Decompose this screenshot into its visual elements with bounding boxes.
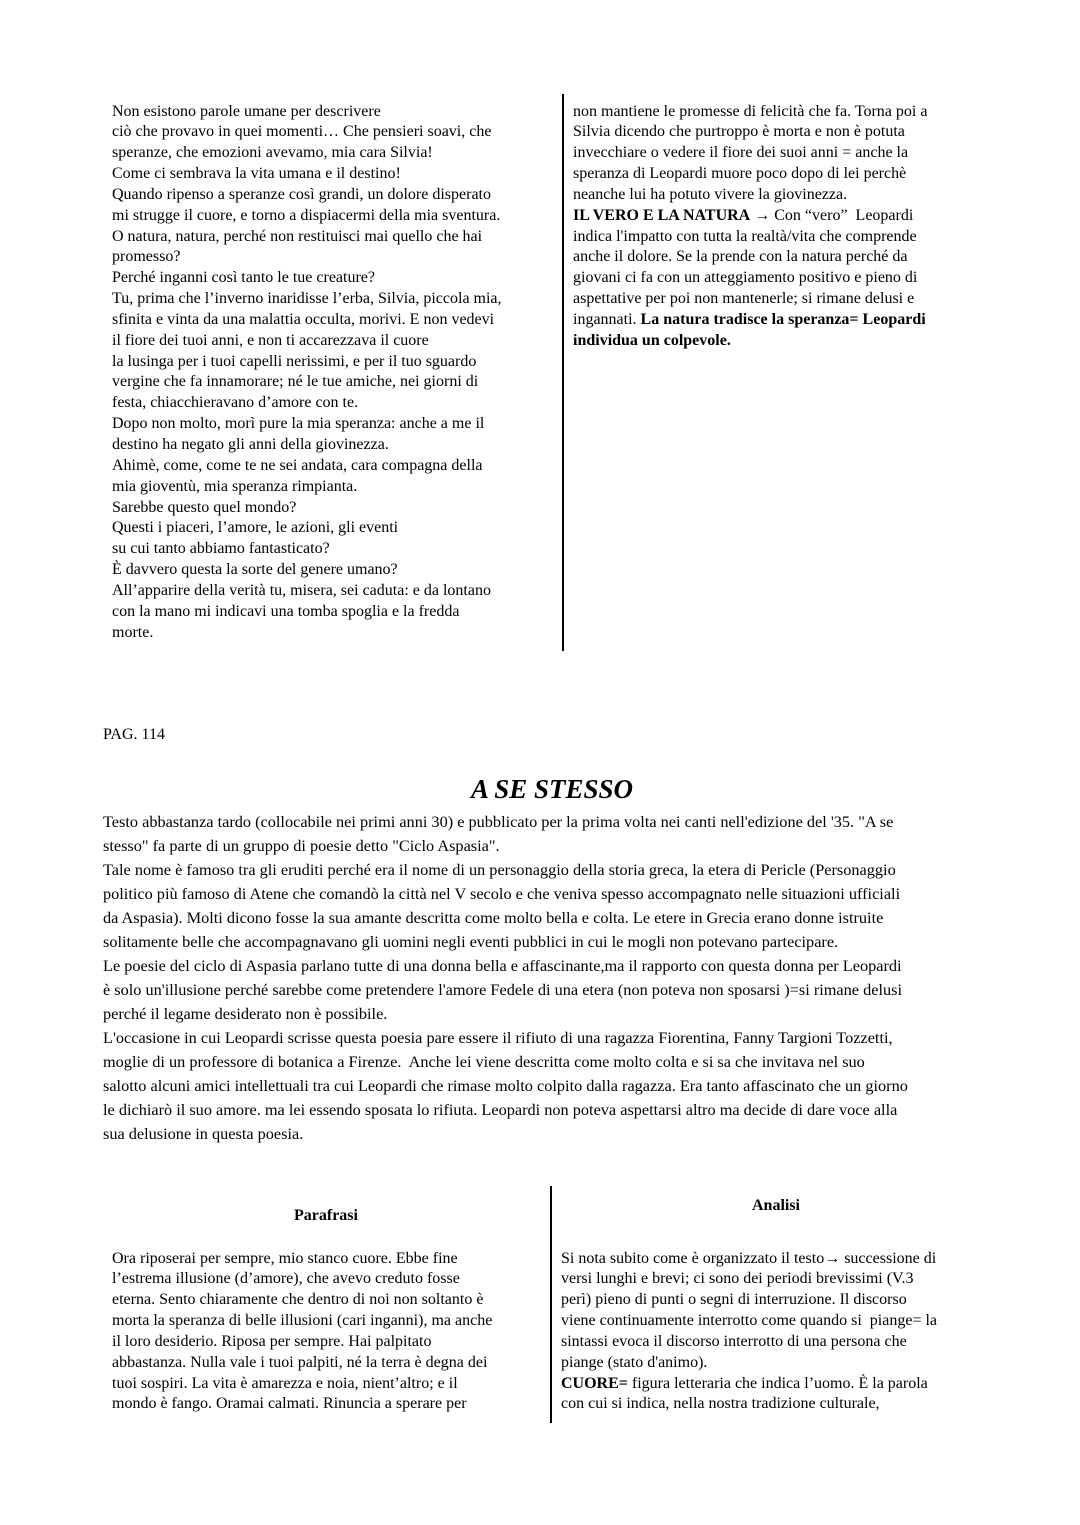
- text-line: morte.: [112, 623, 154, 641]
- text-line: destino ha negato gli anni della giovinezza.: [112, 436, 389, 453]
- text-line: Tale nome è famoso tra gli eruditi perché era il nome di un personaggio della storia greca, la etera di Pericle (Personaggio: [103, 860, 896, 879]
- text-line: Silvia dicendo che purtroppo è morta e non è potuta: [573, 123, 905, 141]
- text-line: vergine che fa innamorare; né le tue amiche, nei giorni di: [112, 373, 479, 391]
- text-line: le dichiarò il suo amore. ma lei essendo sposata lo rifiuta. Leopardi non poteva aspettarsi altro ma decide di dare voce alla: [103, 1100, 898, 1119]
- text-line: sintassi evoca il discorso interrotto di una persona che: [561, 1332, 907, 1350]
- text-line: politico più famoso di Atene che comandò la città nel V secolo e che veniva spesso accompagnato nelle situazioni ufficiali: [103, 884, 901, 903]
- text-line: il loro desiderio. Riposa per sempre. Hai palpitato: [112, 1332, 432, 1350]
- intro-paragraph: [103, 810, 908, 1146]
- text-line: neanche lui ha potuto vivere la giovinezza.: [573, 185, 848, 203]
- text-line: O natura, natura, perché non restituisci mai quello che hai: [112, 227, 483, 245]
- text-line: da Aspasia). Molti dicono fosse la sua amante descritta come molto bella e colta. Le etere in Grecia erano donne istruite: [103, 908, 884, 927]
- text-line: giovani ci fa con un atteggiamento positivo e pieno di: [573, 269, 918, 287]
- text-line: Tu, prima che l’inverno inaridisse l’erba, Silvia, piccola mia,: [112, 290, 502, 308]
- analysis-heading: Analisi: [751, 1197, 800, 1214]
- text-line: Ahimè, come, come te ne sei andata, cara compagna della: [112, 456, 483, 474]
- text-line: morta la speranza di belle illusioni (cari inganni), ma anche: [112, 1312, 493, 1330]
- text-line: [561, 1374, 937, 1395]
- text-line: Testo abbastanza tardo (collocabile nei primi anni 30) e pubblicato per la prima volta nei canti nell'edizione del '35. "A se: [103, 812, 894, 831]
- page-number-label: PAG. 114: [103, 726, 165, 743]
- text-segment: figura letteraria che indica l’uomo. È la parola: [627, 1374, 928, 1392]
- text-line: sfinita e vinta da una malattia occulta, morivi. E non vedevi: [112, 310, 495, 328]
- text-line: Le poesie del ciclo di Aspasia parlano tutte di una donna bella e affascinante,ma il rapporto con questa donna per Leopardi: [103, 956, 902, 975]
- text-line: Dopo non molto, morì pure la mia speranza: anche a me il: [112, 415, 485, 433]
- text-line: Sarebbe questo quel mondo?: [112, 498, 297, 516]
- text-line: moglie di un professore di botanica a Firenze. Anche lei viene descritta come molto colta e si sa che invitava nel suo: [103, 1052, 865, 1071]
- text-line: ciò che provavo in quei momenti… Che pensieri soavi, che: [112, 123, 492, 141]
- text-line: salotto alcuni amici intellettuali tra cui Leopardi che rimase molto colpito dalla ragazza. Era tanto affascinato che un giorno: [103, 1076, 908, 1095]
- text-line: All’apparire della verità tu, misera, sei caduta: e da lontano: [112, 581, 491, 599]
- text-line: mondo è fango. Oramai calmati. Rinuncia a sperare per: [112, 1395, 467, 1413]
- bold-text-segment: La natura tradisce la speranza= Leopardi: [640, 310, 926, 328]
- text-line: Ora riposerai per sempre, mio stanco cuore. Ebbe fine: [112, 1249, 458, 1267]
- text-line: mi strugge il cuore, e torno a dispiacermi della mia sventura.: [112, 206, 501, 224]
- text-line: promesso?: [112, 248, 181, 266]
- text-line: su cui tanto abbiamo fantasticato?: [112, 540, 330, 558]
- text-line: [573, 310, 927, 331]
- text-line: Perché inganni così tanto le tue creature?: [112, 269, 375, 287]
- bold-text-segment: CUORE=: [561, 1374, 628, 1392]
- a-se-stesso-analysis-column: [561, 1249, 937, 1416]
- text-line: perì) pieno di punti o segni di interruzione. Il discorso: [561, 1291, 907, 1309]
- text-line: con cui si indica, nella nostra tradizione culturale,: [561, 1395, 880, 1413]
- silvia-paraphrase-column: [112, 102, 502, 644]
- text-line: eterna. Sento chiaramente che dentro di noi non soltanto è: [112, 1291, 484, 1309]
- text-line: anche il dolore. Se la prende con la natura perché da: [573, 248, 908, 266]
- text-line: abbastanza. Nulla vale i tuoi palpiti, né la terra è degna dei: [112, 1353, 488, 1371]
- text-line: Come ci sembrava la vita umana e il destino!: [112, 165, 401, 183]
- text-line: speranze, che emozioni avevamo, mia cara Silvia!: [112, 144, 433, 162]
- text-line: solitamente belle che accompagnavano gli uomini negli eventi pubblici in cui le mogli non potevano partecipare.: [103, 932, 839, 951]
- column-divider: [550, 1186, 552, 1423]
- text-line: perché il legame desiderato non è possibile.: [103, 1004, 388, 1023]
- bold-text-segment: individua un colpevole.: [573, 331, 731, 349]
- text-line: indica l'impatto con tutta la realtà/vita che comprende: [573, 227, 917, 245]
- text-segment: → Con “vero” Leopardi: [750, 206, 914, 224]
- text-line: Questi i piaceri, l’amore, le azioni, gli eventi: [112, 519, 399, 537]
- text-line: sua delusione in questa poesia.: [103, 1124, 304, 1143]
- text-line: L'occasione in cui Leopardi scrisse questa poesia pare essere il rifiuto di una ragazza Fiorentina, Fanny Targioni Tozzetti,: [103, 1028, 893, 1047]
- text-line: Non esistono parole umane per descrivere: [112, 102, 381, 120]
- text-line: Quando ripenso a speranze così grandi, un dolore disperato: [112, 185, 491, 203]
- text-line: l’estrema illusione (d’amore), che avevo creduto fosse: [112, 1270, 460, 1288]
- text-line: con la mano mi indicavi una tomba spoglia e la fredda: [112, 602, 460, 620]
- text-line: mia gioventù, mia speranza rimpianta.: [112, 477, 358, 495]
- text-line: è solo un'illusione perché sarebbe come pretendere l'amore Fedele di una etera (non poteva non sposarsi )=si rimane delusi: [103, 980, 902, 999]
- text-line: È davvero questa la sorte del genere umano?: [112, 561, 398, 579]
- silvia-commentary-column: [573, 102, 927, 352]
- text-line: stesso" fa parte di un gruppo di poesie detto "Ciclo Aspasia".: [103, 836, 500, 855]
- text-line: aspettative per poi non mantenerle; si rimane delusi e: [573, 290, 915, 308]
- text-line: [573, 206, 927, 227]
- text-line: la lusinga per i tuoi capelli nerissimi, e per il tuo sguardo: [112, 352, 477, 370]
- text-line: piange (stato d'animo).: [561, 1353, 708, 1371]
- text-line: festa, chiacchieravano d’amore con te.: [112, 394, 359, 412]
- text-segment: ingannati.: [573, 310, 641, 328]
- a-se-stesso-paraphrase-column: [112, 1249, 492, 1416]
- text-line: Si nota subito come è organizzato il testo→ successione di: [561, 1249, 937, 1267]
- text-line: versi lunghi e brevi; ci sono dei periodi brevissimi (V.3: [561, 1270, 914, 1288]
- text-line: viene continuamente interrotto come quando si piange= la: [561, 1312, 938, 1330]
- text-line: il fiore dei tuoi anni, e non ti accarezzava il cuore: [112, 331, 429, 349]
- text-line: non mantiene le promesse di felicità che fa. Torna poi a: [573, 102, 928, 120]
- text-line: speranza di Leopardi muore poco dopo di lei perchè: [573, 165, 907, 183]
- text-line: tuoi sospiri. La vita è amarezza e noia, nient’altro; e il: [112, 1374, 458, 1392]
- paraphrase-heading: Parafrasi: [294, 1207, 358, 1224]
- bold-text-segment: IL VERO E LA NATURA: [573, 206, 751, 224]
- text-line: invecchiare o vedere il fiore dei suoi anni = anche la: [573, 144, 909, 162]
- page-title: A SE STESSO: [470, 774, 634, 804]
- column-divider: [562, 94, 564, 651]
- text-line: [573, 331, 927, 352]
